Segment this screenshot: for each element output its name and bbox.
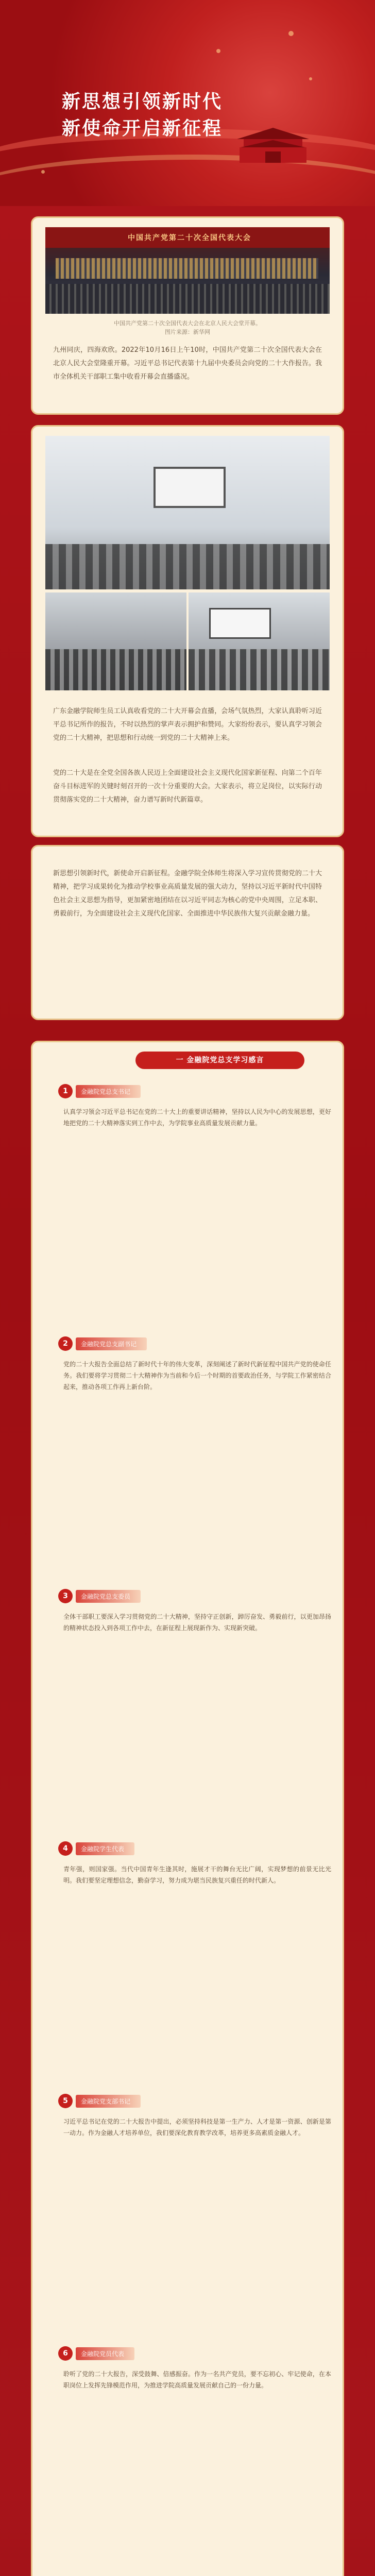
item-heading [58, 1336, 147, 1351]
summary-card [31, 845, 344, 1020]
item-body: 党的二十大报告全面总结了新时代十年的伟大变革，深刻阐述了新时代新征程中国共产党的使命任务。我们要将学习贯彻二十大精神作为当前和今后一个时期的首要政治任务，与学院工作紧密结合起来，推动各项工作再上新台阶。 [63, 1361, 331, 1391]
photo-caption: 中国共产党第二十次全国代表大会在北京人民大会堂开幕。 [114, 320, 261, 327]
sparkle-dot [41, 170, 45, 174]
tiananmen-gate-icon [234, 124, 312, 165]
item-tag: 金融院党总支书记 [76, 1085, 141, 1098]
item-heading [58, 1083, 141, 1099]
section-title: 一 金融院党总支学习感言 [135, 1052, 304, 1069]
item-number: 3 [58, 1589, 73, 1603]
audience-photo-right [189, 592, 330, 690]
item-number: 5 [58, 2094, 73, 2108]
item-heading [58, 1841, 134, 1856]
hero-banner [0, 0, 375, 206]
item-heading [58, 2346, 134, 2361]
sparkle-dot [288, 31, 294, 36]
banner-text: 中国共产党第二十次全国代表大会 [128, 234, 251, 242]
hero-title-line1: 新思想引领新时代 [62, 91, 223, 112]
item-tag: 金融院党总支委员 [76, 1590, 141, 1603]
item-tag: 金融院党支部书记 [76, 2095, 141, 2108]
meeting-room-photo [45, 436, 330, 589]
audience-photo-left [45, 592, 186, 690]
watch-paragraph-1: 广东金融学院师生员工认真收看党的二十大开幕会直播，会场气氛热烈，大家认真聆听习近平总书记所作的报告，不时以热烈的掌声表示拥护和赞同。大家纷纷表示，要认真学习领会党的二十大精神，把思想和行动统一到党的二十大精神上来。 [53, 707, 322, 742]
item-body: 习近平总书记在党的二十大报告中提出，必须坚持科技是第一生产力、人才是第一资源、创新是第一动力。作为金融人才培养单位，我们要深化教育教学改革，培养更多高素质金融人才。 [63, 2118, 331, 2137]
item-number: 2 [58, 1336, 73, 1351]
sparkle-dot [216, 49, 220, 53]
congress-photo [45, 227, 330, 314]
watch-card [31, 425, 344, 837]
item-heading [58, 1588, 141, 1604]
summary-paragraph: 新思想引领新时代，新使命开启新征程。金融学院全体师生将深入学习宣传贯彻党的二十大精神，把学习成果转化为推动学校事业高质量发展的强大动力，坚持以习近平新时代中国特色社会主义思想为指导，更加紧密地团结在以习近平同志为核心的党中央周围，立足本职、勇毅前行，为全面建设社会主义现代化国家、全面推进中华民族伟大复兴贡献金融力量。 [53, 870, 322, 918]
item-number: 6 [58, 2346, 73, 2361]
item-body: 聆听了党的二十大报告，深受鼓舞、倍感振奋。作为一名共产党员，要不忘初心、牢记使命，在本职岗位上发挥先锋模范作用，为推进学院高质量发展贡献自己的一份力量。 [63, 2370, 331, 2389]
item-number: 1 [58, 1084, 73, 1098]
item-tag: 金融院党总支副书记 [76, 1337, 147, 1350]
photo-credit: 图片来源：新华网 [165, 329, 210, 335]
item-tag: 金融院党员代表 [76, 2347, 134, 2360]
intro-paragraph: 九州同庆，四海欢欣。2022年10月16日上午10时，中国共产党第二十次全国代表大会在北京人民大会堂隆重开幕。习近平总书记代表第十九届中央委员会向党的二十大作报告。我市全体机关干部职工集中收看开幕会直播盛况。 [53, 346, 322, 381]
item-heading [58, 2093, 141, 2109]
intro-card [31, 216, 344, 415]
decorative-ribbon [0, 155, 375, 206]
sparkle-dot [309, 77, 312, 80]
reflections-card [31, 1041, 344, 2576]
watch-paragraph-2: 党的二十大是在全党全国各族人民迈上全面建设社会主义现代化国家新征程、向第二个百年奋斗目标进军的关键时刻召开的一次十分重要的大会。大家表示，将立足岗位，以实际行动贯彻落实党的二十大精神，奋力谱写新时代新篇章。 [53, 769, 322, 804]
hero-title-line2: 新使命开启新征程 [62, 118, 223, 139]
item-body: 青年强，则国家强。当代中国青年生逢其时，施展才干的舞台无比广阔，实现梦想的前景无比光明。我们要坚定理想信念，勤奋学习，努力成为堪当民族复兴重任的时代新人。 [63, 1866, 331, 1884]
item-tag: 金融院学生代表 [76, 1842, 134, 1855]
item-body: 认真学习领会习近平总书记在党的二十大上的重要讲话精神，坚持以人民为中心的发展思想，更好地把党的二十大精神落实到工作中去，为学院事业高质量发展贡献力量。 [63, 1108, 331, 1127]
item-body: 全体干部职工要深入学习贯彻党的二十大精神，坚持守正创新，踔厉奋发、勇毅前行，以更加昂扬的精神状态投入到各项工作中去，在新征程上展现新作为、实现新突破。 [63, 1613, 331, 1632]
item-number: 4 [58, 1841, 73, 1856]
